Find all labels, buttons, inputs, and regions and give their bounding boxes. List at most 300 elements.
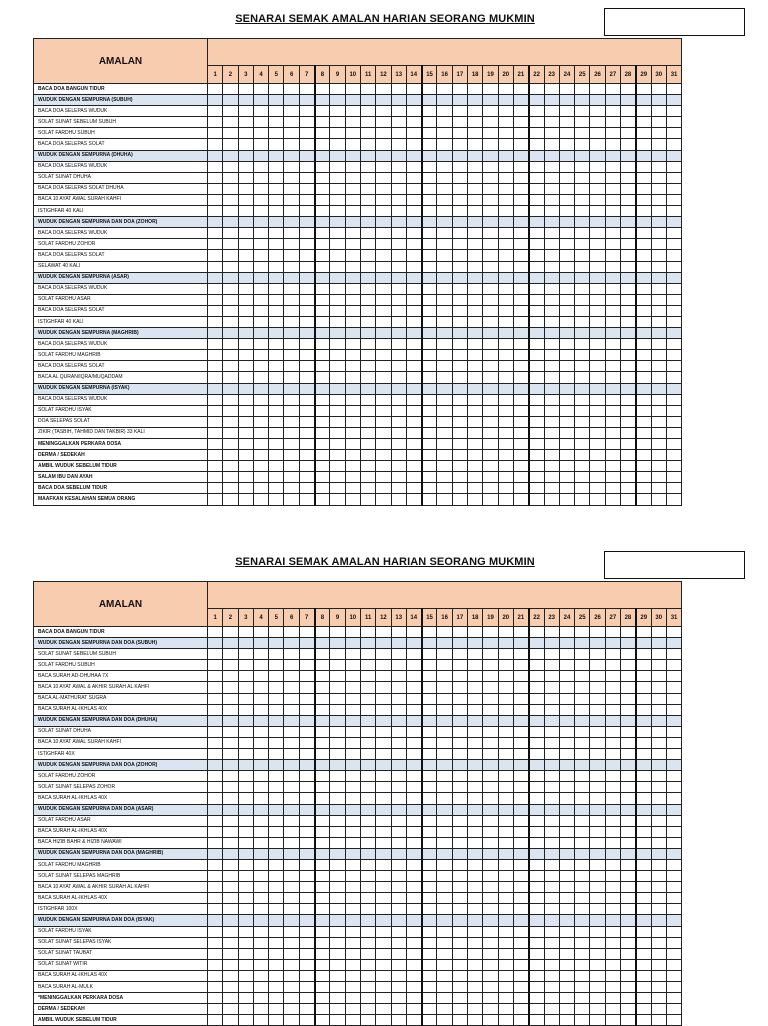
check-cell[interactable]	[299, 837, 314, 848]
check-cell[interactable]	[437, 361, 452, 372]
check-cell[interactable]	[452, 250, 467, 261]
check-cell[interactable]	[391, 926, 406, 937]
check-cell[interactable]	[269, 671, 284, 682]
check-cell[interactable]	[544, 250, 559, 261]
check-cell[interactable]	[360, 294, 375, 305]
check-cell[interactable]	[345, 760, 360, 771]
check-cell[interactable]	[315, 328, 330, 339]
check-cell[interactable]	[299, 904, 314, 915]
check-cell[interactable]	[483, 494, 498, 505]
check-cell[interactable]	[299, 948, 314, 959]
check-cell[interactable]	[498, 771, 513, 782]
check-cell[interactable]	[468, 261, 483, 272]
check-cell[interactable]	[284, 472, 299, 483]
check-cell[interactable]	[498, 959, 513, 970]
check-cell[interactable]	[208, 239, 223, 250]
check-cell[interactable]	[529, 782, 544, 793]
check-cell[interactable]	[330, 926, 345, 937]
check-cell[interactable]	[498, 95, 513, 106]
check-cell[interactable]	[330, 206, 345, 217]
check-cell[interactable]	[651, 117, 666, 128]
check-cell[interactable]	[559, 826, 574, 837]
check-cell[interactable]	[498, 183, 513, 194]
check-cell[interactable]	[468, 715, 483, 726]
check-cell[interactable]	[253, 483, 268, 494]
check-cell[interactable]	[238, 993, 253, 1004]
check-cell[interactable]	[636, 837, 651, 848]
check-cell[interactable]	[437, 804, 452, 815]
check-cell[interactable]	[284, 416, 299, 427]
check-cell[interactable]	[590, 383, 605, 394]
check-cell[interactable]	[422, 682, 437, 693]
check-cell[interactable]	[299, 793, 314, 804]
check-cell[interactable]	[452, 970, 467, 981]
check-cell[interactable]	[559, 439, 574, 450]
check-cell[interactable]	[299, 461, 314, 472]
check-cell[interactable]	[590, 982, 605, 993]
check-cell[interactable]	[498, 283, 513, 294]
check-cell[interactable]	[223, 206, 238, 217]
check-cell[interactable]	[376, 1004, 391, 1015]
check-cell[interactable]	[376, 993, 391, 1004]
check-cell[interactable]	[605, 804, 620, 815]
check-cell[interactable]	[253, 183, 268, 194]
check-cell[interactable]	[452, 206, 467, 217]
check-cell[interactable]	[360, 328, 375, 339]
check-cell[interactable]	[452, 782, 467, 793]
check-cell[interactable]	[468, 937, 483, 948]
check-cell[interactable]	[452, 1015, 467, 1026]
check-cell[interactable]	[575, 250, 590, 261]
check-cell[interactable]	[376, 726, 391, 737]
check-cell[interactable]	[605, 494, 620, 505]
check-cell[interactable]	[223, 937, 238, 948]
check-cell[interactable]	[559, 128, 574, 139]
check-cell[interactable]	[330, 95, 345, 106]
check-cell[interactable]	[468, 682, 483, 693]
check-cell[interactable]	[590, 117, 605, 128]
check-cell[interactable]	[483, 183, 498, 194]
check-cell[interactable]	[284, 106, 299, 117]
check-cell[interactable]	[345, 250, 360, 261]
check-cell[interactable]	[406, 749, 421, 760]
check-cell[interactable]	[253, 305, 268, 316]
check-cell[interactable]	[575, 627, 590, 638]
check-cell[interactable]	[223, 682, 238, 693]
check-cell[interactable]	[269, 95, 284, 106]
check-cell[interactable]	[360, 305, 375, 316]
check-cell[interactable]	[315, 970, 330, 981]
check-cell[interactable]	[452, 882, 467, 893]
check-cell[interactable]	[422, 372, 437, 383]
check-cell[interactable]	[360, 250, 375, 261]
check-cell[interactable]	[315, 793, 330, 804]
check-cell[interactable]	[376, 871, 391, 882]
check-cell[interactable]	[437, 139, 452, 150]
check-cell[interactable]	[544, 726, 559, 737]
check-cell[interactable]	[452, 283, 467, 294]
check-cell[interactable]	[621, 183, 636, 194]
check-cell[interactable]	[636, 926, 651, 937]
check-cell[interactable]	[345, 472, 360, 483]
check-cell[interactable]	[376, 439, 391, 450]
check-cell[interactable]	[590, 937, 605, 948]
check-cell[interactable]	[621, 1015, 636, 1026]
check-cell[interactable]	[422, 826, 437, 837]
check-cell[interactable]	[238, 726, 253, 737]
check-cell[interactable]	[208, 350, 223, 361]
check-cell[interactable]	[529, 316, 544, 327]
check-cell[interactable]	[391, 715, 406, 726]
check-cell[interactable]	[575, 461, 590, 472]
check-cell[interactable]	[529, 272, 544, 283]
check-cell[interactable]	[299, 494, 314, 505]
check-cell[interactable]	[269, 250, 284, 261]
check-cell[interactable]	[253, 272, 268, 283]
check-cell[interactable]	[284, 350, 299, 361]
check-cell[interactable]	[223, 760, 238, 771]
check-cell[interactable]	[422, 915, 437, 926]
check-cell[interactable]	[483, 848, 498, 859]
check-cell[interactable]	[223, 383, 238, 394]
check-cell[interactable]	[223, 450, 238, 461]
check-cell[interactable]	[208, 261, 223, 272]
check-cell[interactable]	[208, 372, 223, 383]
check-cell[interactable]	[345, 139, 360, 150]
check-cell[interactable]	[498, 250, 513, 261]
check-cell[interactable]	[223, 749, 238, 760]
check-cell[interactable]	[299, 715, 314, 726]
check-cell[interactable]	[666, 959, 681, 970]
check-cell[interactable]	[513, 837, 528, 848]
check-cell[interactable]	[544, 394, 559, 405]
check-cell[interactable]	[406, 948, 421, 959]
check-cell[interactable]	[269, 383, 284, 394]
check-cell[interactable]	[513, 882, 528, 893]
check-cell[interactable]	[529, 993, 544, 1004]
check-cell[interactable]	[360, 217, 375, 228]
check-cell[interactable]	[284, 361, 299, 372]
check-cell[interactable]	[238, 250, 253, 261]
check-cell[interactable]	[406, 139, 421, 150]
check-cell[interactable]	[590, 1004, 605, 1015]
check-cell[interactable]	[238, 239, 253, 250]
check-cell[interactable]	[437, 982, 452, 993]
check-cell[interactable]	[529, 970, 544, 981]
check-cell[interactable]	[666, 461, 681, 472]
check-cell[interactable]	[483, 128, 498, 139]
check-cell[interactable]	[590, 782, 605, 793]
check-cell[interactable]	[575, 793, 590, 804]
check-cell[interactable]	[315, 826, 330, 837]
check-cell[interactable]	[483, 926, 498, 937]
check-cell[interactable]	[468, 959, 483, 970]
check-cell[interactable]	[544, 361, 559, 372]
check-cell[interactable]	[559, 970, 574, 981]
check-cell[interactable]	[452, 638, 467, 649]
check-cell[interactable]	[636, 350, 651, 361]
check-cell[interactable]	[422, 494, 437, 505]
check-cell[interactable]	[330, 948, 345, 959]
check-cell[interactable]	[376, 450, 391, 461]
check-cell[interactable]	[406, 294, 421, 305]
check-cell[interactable]	[360, 848, 375, 859]
check-cell[interactable]	[636, 150, 651, 161]
check-cell[interactable]	[238, 261, 253, 272]
check-cell[interactable]	[468, 172, 483, 183]
check-cell[interactable]	[376, 328, 391, 339]
check-cell[interactable]	[422, 671, 437, 682]
check-cell[interactable]	[666, 483, 681, 494]
check-cell[interactable]	[299, 305, 314, 316]
check-cell[interactable]	[391, 339, 406, 350]
check-cell[interactable]	[376, 472, 391, 483]
check-cell[interactable]	[238, 128, 253, 139]
check-cell[interactable]	[437, 194, 452, 205]
check-cell[interactable]	[299, 316, 314, 327]
check-cell[interactable]	[391, 305, 406, 316]
check-cell[interactable]	[636, 749, 651, 760]
check-cell[interactable]	[498, 882, 513, 893]
check-cell[interactable]	[621, 150, 636, 161]
check-cell[interactable]	[544, 682, 559, 693]
check-cell[interactable]	[391, 859, 406, 870]
check-cell[interactable]	[621, 250, 636, 261]
check-cell[interactable]	[208, 117, 223, 128]
check-cell[interactable]	[422, 848, 437, 859]
check-cell[interactable]	[299, 172, 314, 183]
check-cell[interactable]	[483, 693, 498, 704]
check-cell[interactable]	[590, 272, 605, 283]
check-cell[interactable]	[559, 494, 574, 505]
check-cell[interactable]	[345, 893, 360, 904]
check-cell[interactable]	[483, 649, 498, 660]
check-cell[interactable]	[345, 726, 360, 737]
check-cell[interactable]	[468, 815, 483, 826]
check-cell[interactable]	[253, 117, 268, 128]
check-cell[interactable]	[483, 760, 498, 771]
check-cell[interactable]	[621, 948, 636, 959]
check-cell[interactable]	[223, 638, 238, 649]
check-cell[interactable]	[575, 239, 590, 250]
check-cell[interactable]	[223, 95, 238, 106]
check-cell[interactable]	[575, 904, 590, 915]
check-cell[interactable]	[651, 239, 666, 250]
check-cell[interactable]	[513, 305, 528, 316]
check-cell[interactable]	[376, 350, 391, 361]
check-cell[interactable]	[360, 749, 375, 760]
check-cell[interactable]	[422, 95, 437, 106]
check-cell[interactable]	[651, 194, 666, 205]
check-cell[interactable]	[452, 461, 467, 472]
check-cell[interactable]	[360, 450, 375, 461]
check-cell[interactable]	[269, 272, 284, 283]
check-cell[interactable]	[345, 826, 360, 837]
check-cell[interactable]	[376, 106, 391, 117]
check-cell[interactable]	[513, 815, 528, 826]
check-cell[interactable]	[498, 782, 513, 793]
check-cell[interactable]	[391, 682, 406, 693]
check-cell[interactable]	[544, 183, 559, 194]
check-cell[interactable]	[605, 660, 620, 671]
check-cell[interactable]	[605, 771, 620, 782]
check-cell[interactable]	[391, 782, 406, 793]
check-cell[interactable]	[544, 671, 559, 682]
check-cell[interactable]	[513, 472, 528, 483]
check-cell[interactable]	[269, 461, 284, 472]
check-cell[interactable]	[253, 206, 268, 217]
check-cell[interactable]	[468, 139, 483, 150]
check-cell[interactable]	[330, 793, 345, 804]
check-cell[interactable]	[253, 372, 268, 383]
check-cell[interactable]	[498, 904, 513, 915]
check-cell[interactable]	[590, 483, 605, 494]
check-cell[interactable]	[651, 882, 666, 893]
check-cell[interactable]	[360, 439, 375, 450]
check-cell[interactable]	[437, 893, 452, 904]
check-cell[interactable]	[559, 1015, 574, 1026]
check-cell[interactable]	[406, 970, 421, 981]
check-cell[interactable]	[299, 693, 314, 704]
check-cell[interactable]	[605, 217, 620, 228]
check-cell[interactable]	[360, 383, 375, 394]
check-cell[interactable]	[636, 206, 651, 217]
check-cell[interactable]	[345, 1015, 360, 1026]
check-cell[interactable]	[452, 793, 467, 804]
check-cell[interactable]	[345, 172, 360, 183]
check-cell[interactable]	[559, 427, 574, 438]
check-cell[interactable]	[559, 250, 574, 261]
check-cell[interactable]	[666, 305, 681, 316]
check-cell[interactable]	[590, 294, 605, 305]
check-cell[interactable]	[299, 882, 314, 893]
check-cell[interactable]	[468, 494, 483, 505]
check-cell[interactable]	[223, 161, 238, 172]
check-cell[interactable]	[315, 450, 330, 461]
check-cell[interactable]	[544, 450, 559, 461]
check-cell[interactable]	[621, 128, 636, 139]
check-cell[interactable]	[636, 782, 651, 793]
check-cell[interactable]	[391, 394, 406, 405]
check-cell[interactable]	[529, 871, 544, 882]
check-cell[interactable]	[498, 726, 513, 737]
check-cell[interactable]	[284, 993, 299, 1004]
check-cell[interactable]	[529, 804, 544, 815]
check-cell[interactable]	[253, 128, 268, 139]
check-cell[interactable]	[636, 217, 651, 228]
check-cell[interactable]	[223, 1015, 238, 1026]
check-cell[interactable]	[330, 483, 345, 494]
check-cell[interactable]	[605, 859, 620, 870]
check-cell[interactable]	[437, 272, 452, 283]
check-cell[interactable]	[223, 627, 238, 638]
check-cell[interactable]	[636, 472, 651, 483]
check-cell[interactable]	[330, 649, 345, 660]
check-cell[interactable]	[666, 859, 681, 870]
check-cell[interactable]	[483, 737, 498, 748]
check-cell[interactable]	[666, 937, 681, 948]
check-cell[interactable]	[468, 328, 483, 339]
check-cell[interactable]	[605, 405, 620, 416]
check-cell[interactable]	[513, 383, 528, 394]
check-cell[interactable]	[483, 250, 498, 261]
check-cell[interactable]	[605, 95, 620, 106]
check-cell[interactable]	[605, 826, 620, 837]
check-cell[interactable]	[636, 893, 651, 904]
check-cell[interactable]	[651, 316, 666, 327]
check-cell[interactable]	[208, 194, 223, 205]
check-cell[interactable]	[498, 715, 513, 726]
check-cell[interactable]	[253, 261, 268, 272]
check-cell[interactable]	[422, 893, 437, 904]
check-cell[interactable]	[208, 405, 223, 416]
check-cell[interactable]	[483, 283, 498, 294]
check-cell[interactable]	[498, 826, 513, 837]
check-cell[interactable]	[345, 1004, 360, 1015]
check-cell[interactable]	[666, 450, 681, 461]
check-cell[interactable]	[330, 904, 345, 915]
check-cell[interactable]	[529, 139, 544, 150]
check-cell[interactable]	[376, 217, 391, 228]
check-cell[interactable]	[636, 982, 651, 993]
check-cell[interactable]	[330, 416, 345, 427]
check-cell[interactable]	[590, 472, 605, 483]
check-cell[interactable]	[452, 194, 467, 205]
check-cell[interactable]	[666, 760, 681, 771]
check-cell[interactable]	[666, 704, 681, 715]
check-cell[interactable]	[636, 272, 651, 283]
check-cell[interactable]	[284, 1015, 299, 1026]
check-cell[interactable]	[422, 859, 437, 870]
check-cell[interactable]	[284, 261, 299, 272]
check-cell[interactable]	[422, 472, 437, 483]
check-cell[interactable]	[636, 450, 651, 461]
check-cell[interactable]	[529, 472, 544, 483]
check-cell[interactable]	[513, 749, 528, 760]
check-cell[interactable]	[529, 760, 544, 771]
check-cell[interactable]	[223, 893, 238, 904]
check-cell[interactable]	[422, 206, 437, 217]
check-cell[interactable]	[452, 649, 467, 660]
check-cell[interactable]	[559, 882, 574, 893]
check-cell[interactable]	[468, 970, 483, 981]
check-cell[interactable]	[315, 294, 330, 305]
check-cell[interactable]	[575, 172, 590, 183]
check-cell[interactable]	[269, 494, 284, 505]
check-cell[interactable]	[299, 926, 314, 937]
check-cell[interactable]	[315, 361, 330, 372]
check-cell[interactable]	[483, 161, 498, 172]
check-cell[interactable]	[238, 483, 253, 494]
check-cell[interactable]	[315, 649, 330, 660]
check-cell[interactable]	[590, 771, 605, 782]
check-cell[interactable]	[513, 848, 528, 859]
check-cell[interactable]	[544, 172, 559, 183]
check-cell[interactable]	[513, 649, 528, 660]
check-cell[interactable]	[483, 826, 498, 837]
check-cell[interactable]	[452, 95, 467, 106]
check-cell[interactable]	[590, 726, 605, 737]
check-cell[interactable]	[406, 826, 421, 837]
check-cell[interactable]	[315, 117, 330, 128]
check-cell[interactable]	[391, 1015, 406, 1026]
check-cell[interactable]	[223, 848, 238, 859]
check-cell[interactable]	[345, 970, 360, 981]
check-cell[interactable]	[651, 993, 666, 1004]
check-cell[interactable]	[513, 494, 528, 505]
check-cell[interactable]	[315, 139, 330, 150]
check-cell[interactable]	[437, 848, 452, 859]
